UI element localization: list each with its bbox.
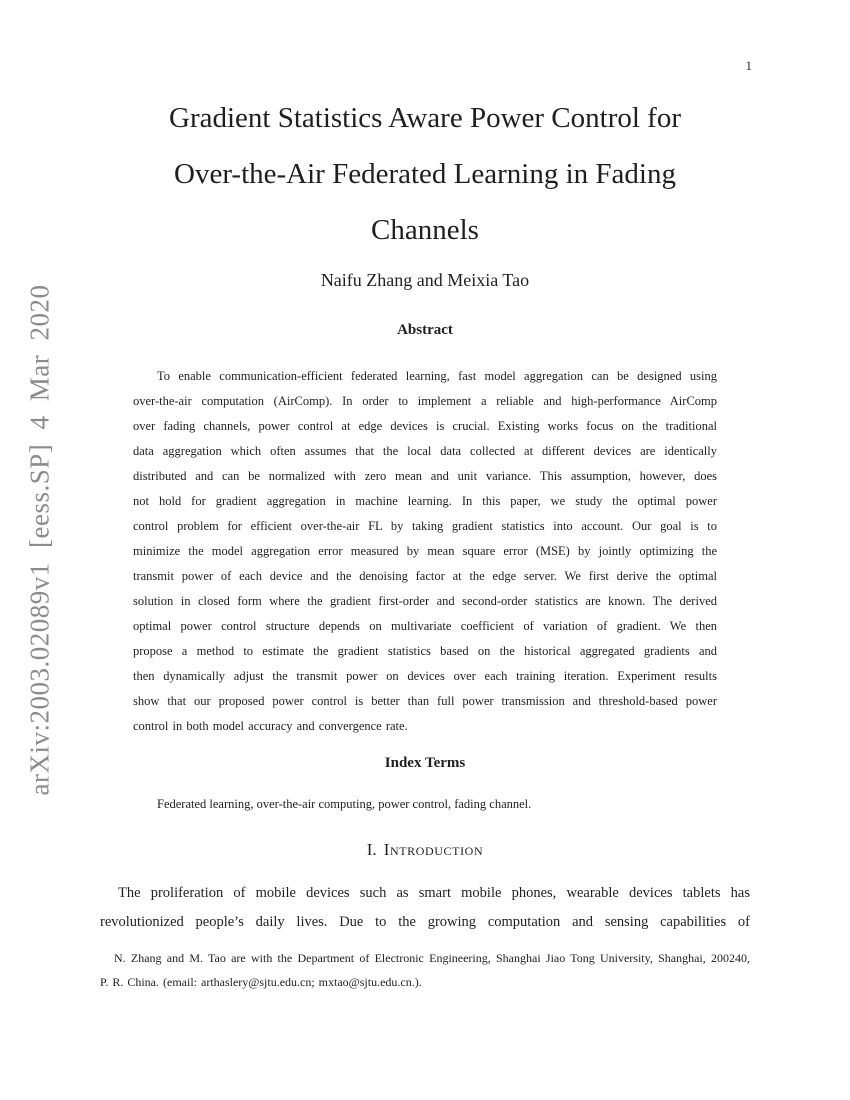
introduction-body (100, 879, 750, 937)
paper-title (0, 90, 850, 258)
introduction-line: revolutionized people’s daily lives. Due to the growing computation and sensing capabilities of (100, 914, 750, 930)
paper-title-line: Gradient Statistics Aware Power Control for (169, 102, 681, 134)
abstract-line: minimize the model aggregation error measured by mean square error (MSE) by jointly optimizing the (133, 544, 717, 558)
section-heading-introduction (0, 840, 850, 860)
introduction-line: The proliferation of mobile devices such as smart mobile phones, wearable devices tablets has (118, 885, 750, 901)
section-title: Introduction (383, 840, 484, 859)
authors-line: Naifu Zhang and Meixia Tao (320, 270, 530, 290)
abstract-line: propose a method to estimate the gradient statistics based on the historical aggregated gradients and (133, 644, 717, 658)
paper-title-line: Channels (371, 214, 479, 246)
abstract-line: optimal power control structure depends on multivariate coefficient of variation of gradient. We then (133, 619, 717, 633)
abstract-heading: Abstract (397, 322, 453, 338)
footnote-line: N. Zhang and M. Tao are with the Department of Electronic Engineering, Shanghai Jiao Tong University, Shanghai, 200240, (114, 951, 750, 965)
abstract-body (133, 364, 717, 739)
abstract-line: To enable communication-efficient federated learning, fast model aggregation can be designed using (157, 369, 717, 383)
abstract-line: solution in closed form where the gradient first-order and second-order statistics are known. The derived (133, 594, 717, 608)
abstract-line: data aggregation which often assumes that the local data collected at different devices are identically (133, 444, 717, 458)
paper-title-line: Over-the-Air Federated Learning in Fading (174, 158, 676, 190)
abstract-line: control in both model accuracy and convergence rate. (133, 719, 408, 733)
abstract-line: control problem for efficient over-the-air FL by taking gradient statistics into account. Our goal is to (133, 519, 717, 533)
abstract-line: distributed and can be normalized with zero mean and unit variance. This assumption, however, does (133, 469, 717, 483)
footnote-line: P. R. China. (email: arthaslery@sjtu.edu.cn; mxtao@sjtu.edu.cn.). (100, 975, 422, 989)
arxiv-watermark: arXiv:2003.02089v1 [eess.SP] 4 Mar 2020 (24, 284, 55, 796)
page-number: 1 (745, 58, 752, 73)
abstract-line: transmit power of each device and the denoising factor at the edge server. We first derive the optimal (133, 569, 717, 583)
abstract-line: then dynamically adjust the transmit power on devices over each training iteration. Experiment results (133, 669, 717, 683)
abstract-line: show that our proposed power control is better than full power transmission and threshold-based power (133, 694, 717, 708)
author-footnote (100, 946, 750, 994)
abstract-line: over-the-air computation (AirComp). In order to implement a reliable and high-performance AirComp (133, 394, 717, 408)
index-terms-heading: Index Terms (384, 755, 466, 771)
section-number: I. (366, 840, 377, 859)
abstract-line: not hold for gradient aggregation in machine learning. In this paper, we study the optimal power (133, 494, 717, 508)
index-terms-text: Federated learning, over-the-air computing, power control, fading channel. (157, 797, 532, 811)
abstract-line: over fading channels, power control at edge devices is crucial. Existing works focus on the traditional (133, 419, 717, 433)
